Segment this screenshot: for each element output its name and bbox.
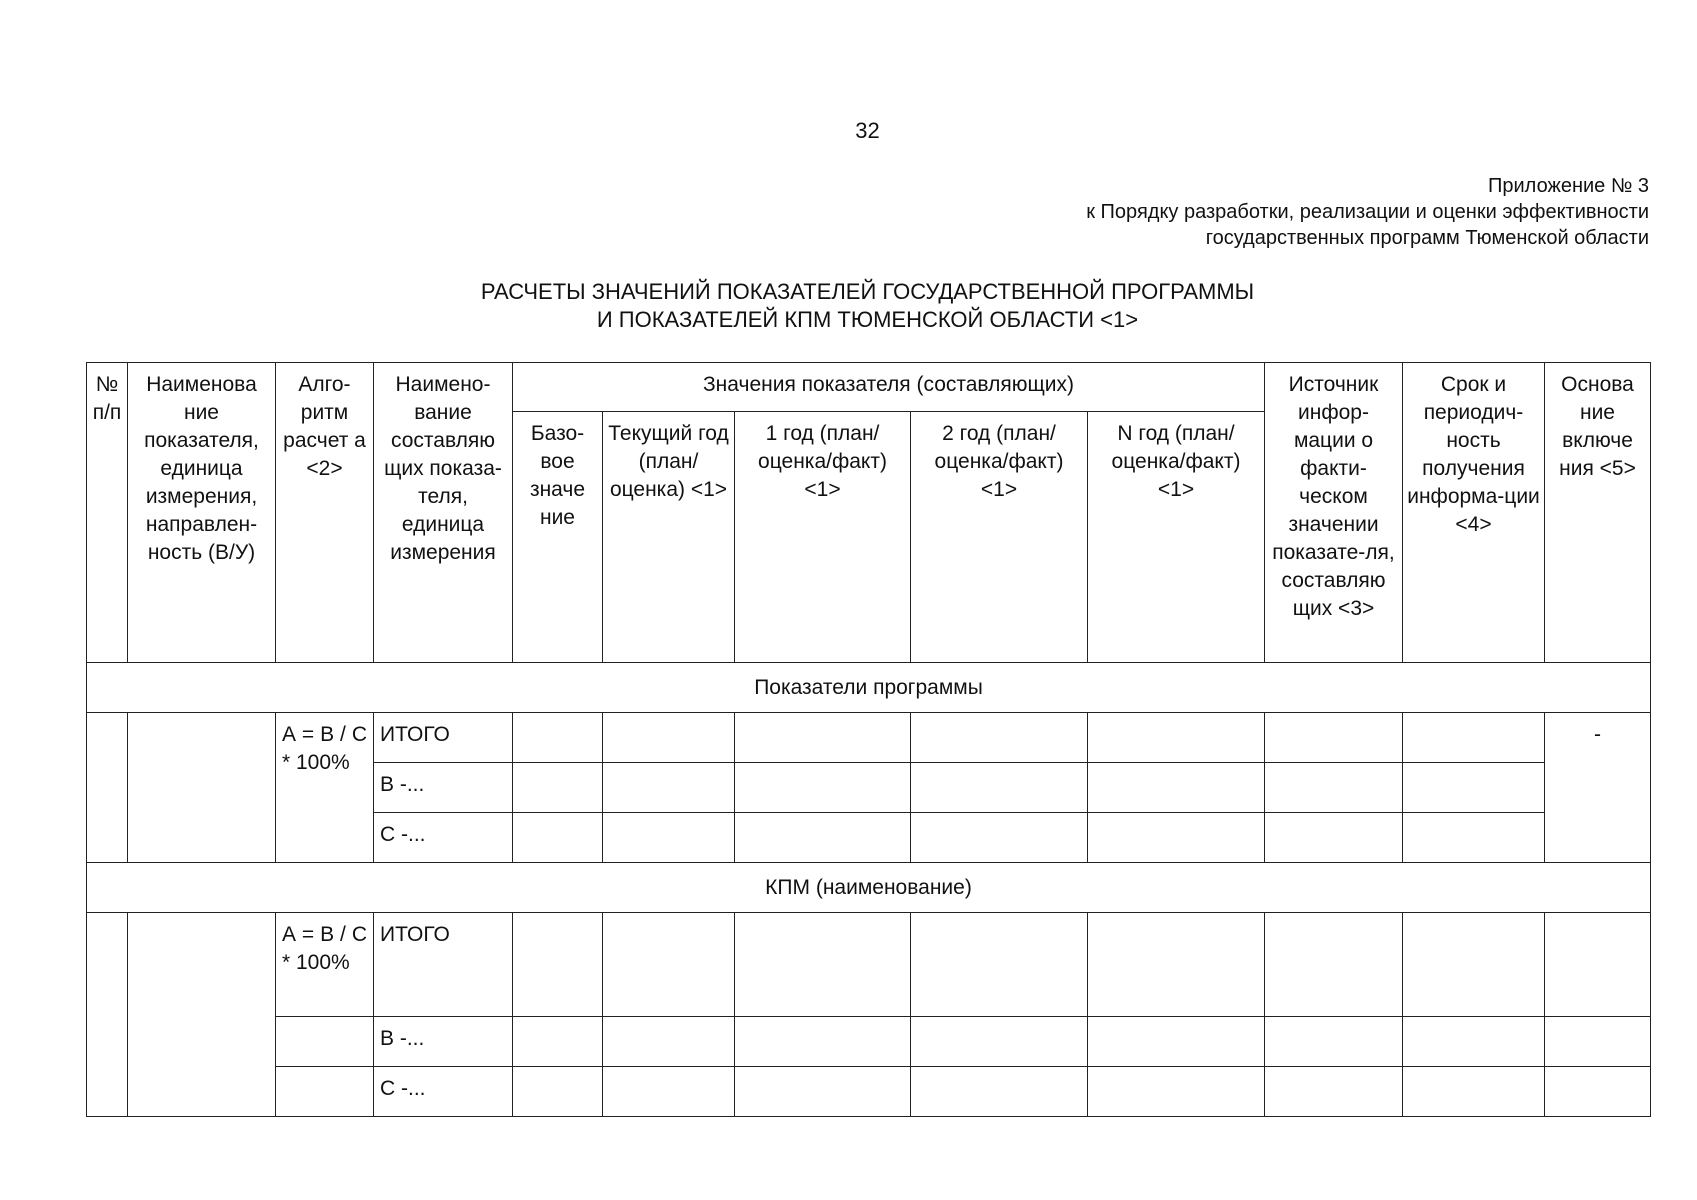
cell-year-2 [911, 1017, 1088, 1067]
cell-year-2 [911, 763, 1088, 813]
cell-year-n [1088, 813, 1265, 863]
appendix-line-1: Приложение № 3 [1488, 175, 1649, 197]
cell-indicator-name [128, 713, 276, 863]
cell-period [1403, 1067, 1545, 1117]
header-year-2: 2 год (план/ оценка/факт) <1> [911, 412, 1088, 663]
cell-period [1403, 763, 1545, 813]
cell-num [87, 913, 128, 1117]
cell-base [513, 763, 603, 813]
cell-current [603, 763, 735, 813]
cell-base [513, 1067, 603, 1117]
header-component-name: Наимено-вание составляю щих показа-теля, единица измерения [374, 363, 513, 663]
cell-source [1265, 1067, 1403, 1117]
cell-base [513, 1017, 603, 1067]
header-base-value: Базо-вое значе ние [513, 412, 603, 663]
cell-algorithm [276, 1067, 374, 1117]
cell-current [603, 713, 735, 763]
header-current-year: Текущий год (план/ оценка) <1> [603, 412, 735, 663]
header-values-group: Значения показателя (составляющих) [513, 363, 1265, 412]
cell-basis [1545, 913, 1651, 1017]
cell-year-1 [735, 1017, 911, 1067]
cell-year-1 [735, 763, 911, 813]
cell-year-1 [735, 913, 911, 1017]
cell-algorithm [276, 713, 374, 863]
cell-basis [1545, 1067, 1651, 1117]
cell-current [603, 813, 735, 863]
cell-year-1 [735, 713, 911, 763]
cell-year-2 [911, 813, 1088, 863]
header-num: № п/п [87, 363, 128, 663]
cell-base [513, 913, 603, 1017]
cell-base [513, 713, 603, 763]
page-number: 32 [855, 118, 880, 143]
cell-basis [1545, 1017, 1651, 1067]
cell-year-n [1088, 1067, 1265, 1117]
header-source: Источник инфор-мации о факти-ческом значении показате-ля, составляю щих <3> [1265, 363, 1403, 663]
section-program-indicators: Показатели программы [87, 663, 1651, 713]
algorithm-formula: А = В / С * 100% [282, 723, 367, 774]
cell-year-2 [911, 713, 1088, 763]
component-total: ИТОГО [374, 913, 513, 1017]
component-b: В -... [374, 1017, 513, 1067]
cell-num [87, 713, 128, 863]
cell-year-1 [735, 813, 911, 863]
header-period: Срок и периодич-ность получения информа-ции <4> [1403, 363, 1545, 663]
cell-current [603, 913, 735, 1017]
cell-year-n [1088, 763, 1265, 813]
cell-current [603, 1017, 735, 1067]
header-algorithm: Алго-ритм расчет а <2> [276, 363, 374, 663]
cell-year-n [1088, 713, 1265, 763]
cell-period [1403, 1017, 1545, 1067]
cell-source [1265, 1017, 1403, 1067]
component-c: С -... [374, 1067, 513, 1117]
cell-basis: - [1545, 713, 1651, 863]
header-basis: Основа ние включе ния <5> [1545, 363, 1651, 663]
cell-year-n [1088, 913, 1265, 1017]
header-year-n: N год (план/ оценка/факт) <1> [1088, 412, 1265, 663]
indicators-table [86, 362, 1651, 1117]
algorithm-formula: А = В / С * 100% [282, 923, 367, 974]
cell-algorithm [276, 913, 374, 1017]
cell-current [603, 1067, 735, 1117]
title-line-2: И ПОКАЗАТЕЛЕЙ КПМ ТЮМЕНСКОЙ ОБЛАСТИ <1> [596, 307, 1139, 332]
cell-year-2 [911, 1067, 1088, 1117]
title-line-1: РАСЧЕТЫ ЗНАЧЕНИЙ ПОКАЗАТЕЛЕЙ ГОСУДАРСТВЕННОЙ ПРОГРАММЫ [480, 279, 1255, 304]
component-c: С -... [374, 813, 513, 863]
cell-year-n [1088, 1017, 1265, 1067]
cell-base [513, 813, 603, 863]
component-total: ИТОГО [374, 713, 513, 763]
cell-algorithm [276, 1017, 374, 1067]
appendix-line-3: государственных программ Тюменской области [1205, 227, 1649, 249]
appendix-line-2: к Порядку разработки, реализации и оценки эффективности [1086, 201, 1649, 223]
header-year-1: 1 год (план/ оценка/факт) <1> [735, 412, 911, 663]
cell-indicator-name [128, 913, 276, 1117]
cell-source [1265, 913, 1403, 1017]
cell-source [1265, 813, 1403, 863]
appendix-note [849, 173, 1649, 251]
header-indicator-name: Наименова ние показателя, единица измерения, направлен-ность (В/У) [128, 363, 276, 663]
cell-source [1265, 713, 1403, 763]
cell-year-2 [911, 913, 1088, 1017]
cell-period [1403, 813, 1545, 863]
cell-year-1 [735, 1067, 911, 1117]
cell-period [1403, 913, 1545, 1017]
cell-period [1403, 713, 1545, 763]
component-b: В -... [374, 763, 513, 813]
cell-source [1265, 763, 1403, 813]
document-title [0, 278, 1697, 334]
section-kpm: КПМ (наименование) [87, 863, 1651, 913]
